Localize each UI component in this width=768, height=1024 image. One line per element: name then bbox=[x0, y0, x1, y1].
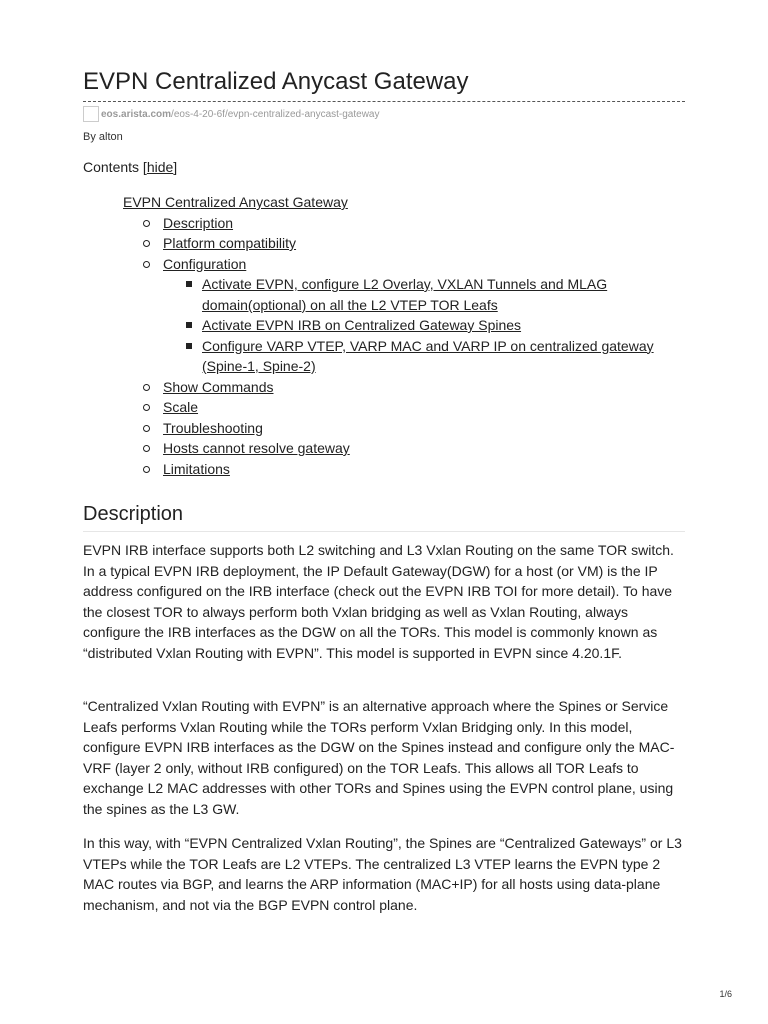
source-domain: eos.arista.com bbox=[101, 108, 172, 120]
toc-sublink[interactable]: Activate EVPN IRB on Centralized Gateway Spines bbox=[202, 317, 522, 333]
circle-bullet-icon bbox=[143, 404, 150, 411]
circle-bullet-icon bbox=[143, 240, 150, 247]
section-divider bbox=[83, 531, 685, 532]
page-number: 1/6 bbox=[719, 989, 732, 999]
paragraph: “Centralized Vxlan Routing with EVPN” is an alternative approach where the Spines or Service Leafs performs Vxlan Routing while the TORs perform Vxlan Bridging only. In this model, configure EVPN IRB interfaces as the DGW on the Spines instead and configure only the MAC-VRF (layer 2 only, without IRB configured) on the TOR Leafs. This allows all TOR Leafs to exchange L2 MAC addresses with other TORs and Spines using the EVPN control plane, using the spines as the L3 GW. bbox=[83, 698, 675, 817]
source-link[interactable] bbox=[83, 105, 379, 123]
paragraph: EVPN IRB interface supports both L2 switching and L3 Vxlan Routing on the same TOR switch. In a typical EVPN IRB deployment, the IP Default Gateway(DGW) for a host (or VM) is the IP address configured on the IRB interface (check out the EVPN IRB TOI for more detail). To have the closest TOR to always perform both Vxlan bridging as well as Vxlan Routing, always configure the IRB interfaces as the DGW on all the TORs. This model is commonly known as “distributed Vxlan Routing with EVPN”. This model is supported in EVPN since 4.20.1F. bbox=[83, 542, 674, 661]
circle-bullet-icon bbox=[143, 445, 150, 452]
toc-sublink[interactable]: Activate EVPN, configure L2 Overlay, VXLAN Tunnels and MLAG domain(optional) on all the L2 VTEP TOR Leafs bbox=[202, 276, 608, 313]
toc-root-item[interactable] bbox=[123, 192, 348, 213]
contents-close-bracket: ] bbox=[173, 159, 178, 175]
circle-bullet-icon bbox=[143, 261, 150, 268]
paragraph: In this way, with “EVPN Centralized Vxlan Routing”, the Spines are “Centralized Gateways” or L3 VTEPs while the TOR Leafs are L2 VTEPs. The centralized L3 VTEP learns the EVPN type 2 MAC routes via BGP, and learns the ARP information (MAC+IP) for all hosts using data-plane mechanism, and not via the BGP EVPN control plane. bbox=[83, 835, 682, 913]
toc-link[interactable]: Description bbox=[163, 214, 234, 231]
toc-link[interactable]: Show Commands bbox=[163, 378, 274, 395]
square-bullet-icon bbox=[186, 322, 192, 328]
circle-bullet-icon bbox=[143, 425, 150, 432]
title-divider bbox=[83, 101, 685, 102]
toc-link[interactable]: Limitations bbox=[163, 460, 230, 477]
square-bullet-icon bbox=[186, 281, 192, 287]
toc-root-link[interactable]: EVPN Centralized Anycast Gateway bbox=[123, 194, 348, 210]
toc-sublink[interactable]: Configure VARP VTEP, VARP MAC and VARP IP on centralized gateway (Spine-1, Spine-2) bbox=[202, 337, 654, 374]
toc-link[interactable]: Platform compatibility bbox=[163, 235, 297, 251]
circle-bullet-icon bbox=[143, 384, 150, 391]
contents-heading bbox=[83, 159, 177, 175]
toc-link[interactable]: Troubleshooting bbox=[163, 419, 263, 436]
byline: By alton bbox=[83, 131, 123, 143]
hide-toc-link[interactable]: hide bbox=[146, 159, 174, 175]
circle-bullet-icon bbox=[143, 220, 150, 227]
circle-bullet-icon bbox=[143, 466, 150, 473]
favicon-icon bbox=[83, 106, 99, 122]
page-title: EVPN Centralized Anycast Gateway bbox=[83, 68, 469, 95]
toc-link[interactable]: Configuration bbox=[163, 255, 247, 272]
toc-link[interactable]: Hosts cannot resolve gateway bbox=[163, 440, 350, 456]
section-heading: Description bbox=[83, 503, 184, 525]
toc-link[interactable]: Scale bbox=[163, 399, 199, 415]
contents-label: Contents [ bbox=[83, 159, 147, 175]
source-path: /eos-4-20-6f/evpn-centralized-anycast-gateway bbox=[171, 108, 380, 120]
square-bullet-icon bbox=[186, 343, 192, 349]
